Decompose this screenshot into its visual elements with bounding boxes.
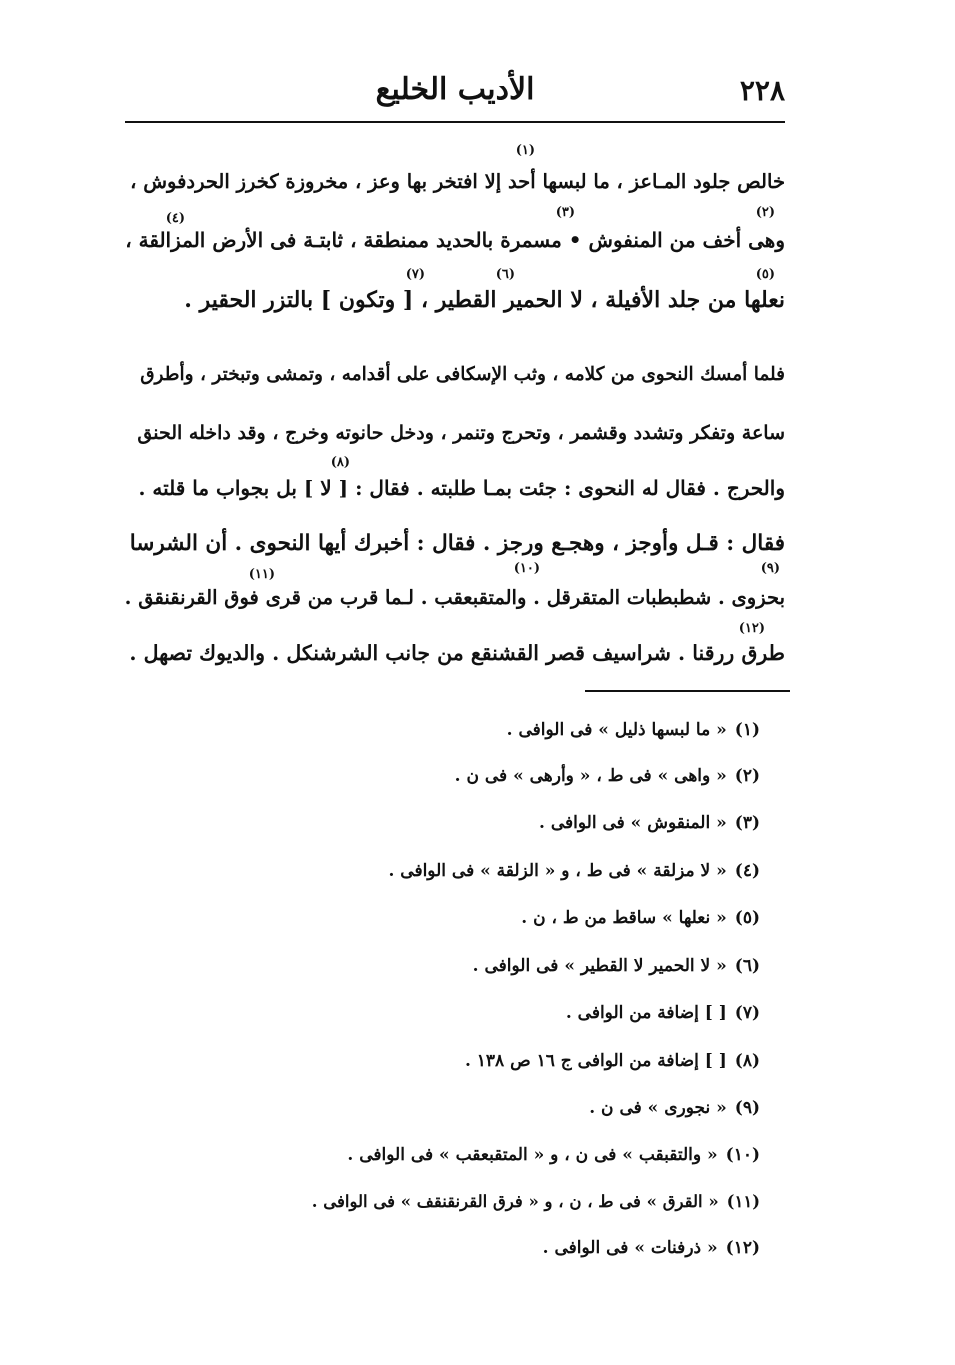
- footnote-number: (٩): [734, 1098, 760, 1118]
- footnote: [539, 805, 760, 841]
- footnote-number: (١): [734, 720, 760, 740]
- footnote: [521, 900, 760, 936]
- footnote-marker: (١٢): [738, 621, 765, 636]
- running-title: الأديب الخليع: [375, 72, 535, 107]
- footnote-marker: (٩): [760, 561, 780, 576]
- text-line: والحرج . فقال له النحوى : جئت بمـا طلبته . فقال : [ لا ] بل بجواب ما قلته .: [138, 476, 785, 500]
- footnote: [566, 995, 760, 1031]
- footnote-text: « والتقبقب » فى ن ، و « المتقبعقب » فى الوافى .: [347, 1145, 718, 1165]
- footnote-number: (٨): [734, 1051, 760, 1071]
- page-header: [125, 68, 785, 120]
- footnote: [312, 1184, 760, 1220]
- footnote-marker: (٨): [330, 455, 350, 470]
- footnote-marker: (١١): [248, 567, 275, 582]
- footnote: [507, 712, 760, 748]
- footnote-text: [ ] إضافة من الوافى ج ١٦ ص ١٣٨ .: [464, 1051, 727, 1071]
- footnote-marker: (٥): [755, 267, 775, 282]
- footnote-number: (٢): [734, 766, 760, 786]
- footnote-number: (٣): [734, 813, 760, 833]
- text-line: فقال : قـل وأوجز ، وهجـع ورجز . فقال : أخبرك أيها النحوى . أن الشرسا: [129, 531, 785, 556]
- footnote-marker: (٤): [165, 211, 185, 226]
- footnote: [388, 853, 760, 889]
- footnote: [465, 1043, 760, 1079]
- text-line: فلما أمسك النحوى من كلامه ، وثب الإسكافى على أقدامه ، وتمشى وتبختر ، وأطرق: [140, 364, 785, 385]
- text-line: ساعة وتفكر وتشدد وقشمر ، وتحرج وتنمر ، ودخل حانوته وخرج ، وقد داخله الحنق: [137, 422, 785, 444]
- text-line: وهى أخف من المنفوش • مسمرة بالحديد ممنطقة ، ثابتـة فى الأرض المزالقة ،: [125, 228, 785, 252]
- footnote-number: (٧): [734, 1003, 760, 1023]
- footnote-marker: (٧): [405, 267, 425, 282]
- text-line: بحزوى . شطبطبات المتقرقل . والمتقبعقب . لـما قرب من قرى فوق القرنقنقق .: [124, 586, 785, 609]
- page-number: ٢٢٨: [739, 74, 785, 107]
- footnote-marker: (٦): [495, 267, 515, 282]
- footnote-marker: (٢): [755, 205, 775, 220]
- footnote-number: (٦): [734, 956, 760, 976]
- footnote-text: « واهى » فى ط ، « وأرهى » فى ن .: [454, 766, 727, 786]
- footnote-text: « نعلها » ساقط من ط ، ن .: [521, 908, 727, 928]
- footnote: [347, 1137, 760, 1173]
- footnote-text: « ما لبسها ذليل » فى الوافى .: [506, 720, 727, 740]
- footnote: [543, 1230, 760, 1266]
- footnote-text: [ ] إضافة من الوافى .: [565, 1003, 727, 1023]
- text-line: نعلها من جلد الأفيلة ، لا الحمير القطير ، [ وتكون ] بالتزر الحقير .: [184, 287, 785, 313]
- footnote-text: « لا الحمير لا القطير » فى الوافى .: [472, 956, 727, 976]
- footnote-marker: (١٠): [513, 561, 540, 576]
- footnote-text: « القرق » فى ط ، ن ، و « فرق القرنقنقف » فى الوافى .: [311, 1192, 719, 1211]
- header-rule: [125, 121, 785, 123]
- footnote-marker: (١): [515, 143, 535, 158]
- footnote-number: (١٢): [725, 1238, 760, 1258]
- footnote-text: « المنقوش » فى الوافى .: [539, 813, 727, 833]
- footnote: [589, 1090, 760, 1126]
- text-line: طرق ررقنا . شراسيف قصر القشنقع من جانب الشرشنكل . والديوك تصهل .: [129, 641, 785, 665]
- footnote-number: (١١): [726, 1192, 760, 1211]
- footnote-number: (١٠): [725, 1145, 760, 1165]
- footnote-text: « نجورى » فى ن .: [589, 1098, 727, 1118]
- footnote-marker: (٣): [555, 205, 575, 220]
- footnote-text: « ذرفنات » فى الوافى .: [542, 1238, 718, 1258]
- footnote-number: (٥): [734, 908, 760, 928]
- footnote-text: « لا مزلقة » فى ط ، و « الزلقة » فى الوافى .: [388, 861, 727, 881]
- footnote: [455, 758, 760, 794]
- text-line: خالص جلود المـاعز ، ما لبسها أحد إلا افتخر بها وعز ، مخروزة كخرز الحردفوش ،: [130, 170, 785, 193]
- footnote-number: (٤): [734, 861, 760, 881]
- footnote: [473, 948, 760, 984]
- footnote-rule: [585, 690, 790, 692]
